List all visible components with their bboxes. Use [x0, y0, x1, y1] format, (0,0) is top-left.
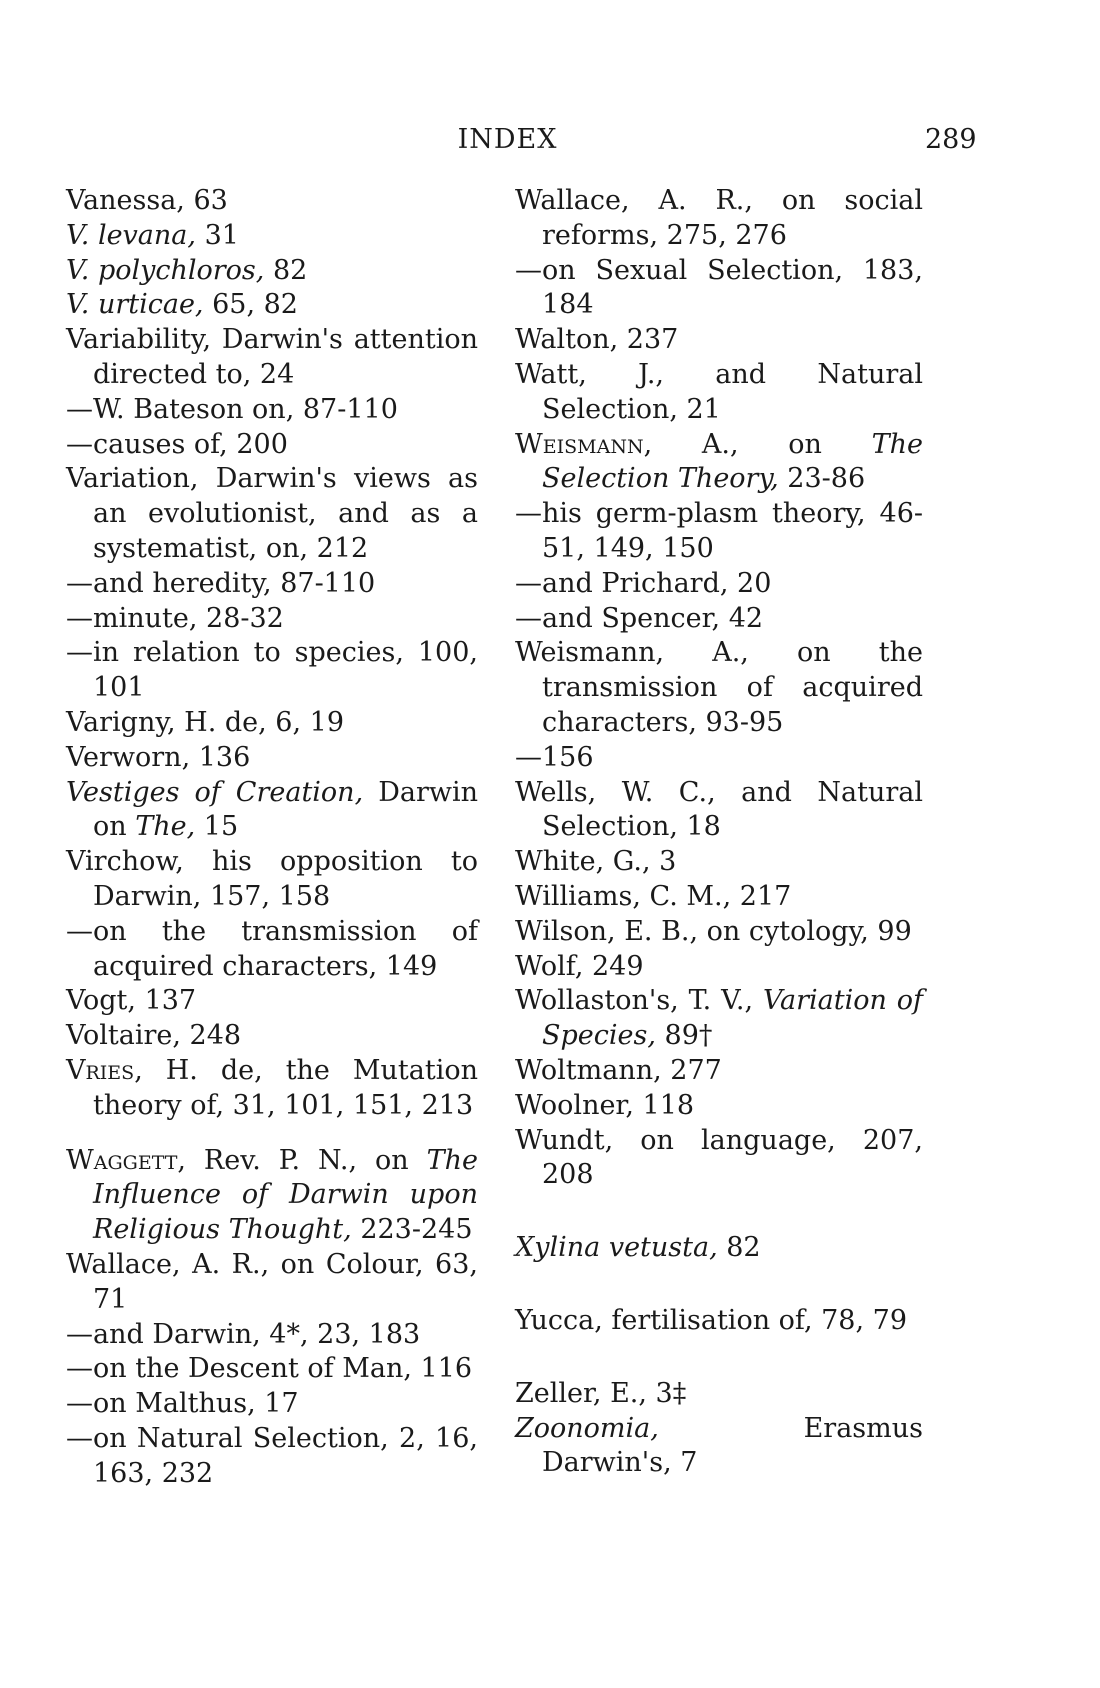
- index-entry: —on Sexual Selection, 183, 184: [515, 254, 923, 321]
- index-entry: —causes of, 200: [66, 428, 288, 460]
- index-entry: Vries, H. de, the Mutation theory of, 31, 101, 151, 213: [66, 1054, 478, 1121]
- page-number: 289: [925, 124, 977, 155]
- index-entry: V. urticae, 65, 82: [66, 289, 298, 321]
- index-entry: Williams, C. M., 217: [515, 880, 792, 912]
- index-entry: Yucca, fertilisation of, 78, 79: [515, 1304, 908, 1336]
- index-entry: —in relation to species, 100, 101: [66, 637, 478, 704]
- index-entry: Xylina vetusta, 82: [515, 1232, 761, 1264]
- index-column-right: [515, 184, 923, 1481]
- page-header: [0, 124, 1100, 164]
- index-entry: Waggett, Rev. P. N., on The Influence of Darwin upon Religious Thought, 223-245: [66, 1144, 478, 1246]
- index-entry: Wallace, A. R., on Colour, 63, 71: [66, 1248, 478, 1315]
- index-entry: —and Darwin, 4*, 23, 183: [66, 1318, 421, 1350]
- index-entry: Watt, J., and Natural Selection, 21: [515, 358, 923, 425]
- index-entry: Verworn, 136: [66, 741, 251, 773]
- index-entry: —and heredity, 87-110: [66, 567, 376, 599]
- index-entry: Vanessa, 63: [66, 185, 228, 216]
- index-entry: Woolner, 118: [515, 1089, 695, 1121]
- index-entry: White, G., 3: [515, 846, 677, 878]
- index-entry: Virchow, his opposition to Darwin, 157, 158: [66, 846, 478, 912]
- index-entry: —W. Bateson on, 87-110: [66, 393, 398, 425]
- index-entry: Wallace, A. R., on social reforms, 275, 276: [515, 185, 923, 251]
- index-entry: Varigny, H. de, 6, 19: [66, 706, 345, 738]
- index-column-left: [66, 184, 478, 1491]
- index-entry: Variation, Darwin's views as an evolutionist, and as a systematist, on, 212: [66, 463, 478, 564]
- index-entry: —156: [515, 741, 594, 773]
- index-entry: Wolf, 249: [515, 950, 644, 982]
- index-entry: Variability, Darwin's attention directed to, 24: [66, 324, 478, 390]
- index-entry: —and Spencer, 42: [515, 602, 764, 634]
- index-entry: —on the Descent of Man, 116: [66, 1353, 473, 1385]
- index-entry: —his germ-plasm theory, 46-51, 149, 150: [515, 498, 923, 564]
- index-entry: Wollaston's, T. V., Variation of Species, 89†: [515, 985, 924, 1052]
- index-entry: Wundt, on language, 207, 208: [515, 1124, 923, 1191]
- index-entry: V. levana, 31: [66, 219, 239, 251]
- index-entry: Weismann, A., on The Selection Theory, 23-86: [515, 428, 923, 495]
- index-entry: Weismann, A., on the transmission of acquired characters, 93-95: [515, 637, 923, 738]
- index-entry: Zoonomia, Erasmus Darwin's, 7: [515, 1412, 923, 1479]
- index-entry: Zeller, E., 3‡: [515, 1377, 687, 1409]
- index-entry: Wilson, E. B., on cytology, 99: [515, 915, 912, 947]
- index-entry: Wells, W. C., and Natural Selection, 18: [515, 776, 923, 843]
- index-entry: —on Natural Selection, 2, 16, 163, 232: [66, 1422, 478, 1489]
- index-entry: Vogt, 137: [66, 985, 197, 1017]
- index-entry: —on the transmission of acquired characters, 149: [66, 915, 478, 982]
- page-title: INDEX: [457, 124, 558, 155]
- index-entry: Voltaire, 248: [66, 1020, 242, 1052]
- index-entry: Walton, 237: [515, 324, 679, 356]
- index-entry: Woltmann, 277: [515, 1054, 722, 1086]
- index-entry: Vestiges of Creation, Darwin on The, 15: [66, 776, 478, 843]
- index-entry: V. polychloros, 82: [66, 254, 308, 286]
- index-entry: —minute, 28-32: [66, 602, 284, 634]
- index-entry: —on Malthus, 17: [66, 1388, 299, 1420]
- index-entry: —and Prichard, 20: [515, 567, 772, 599]
